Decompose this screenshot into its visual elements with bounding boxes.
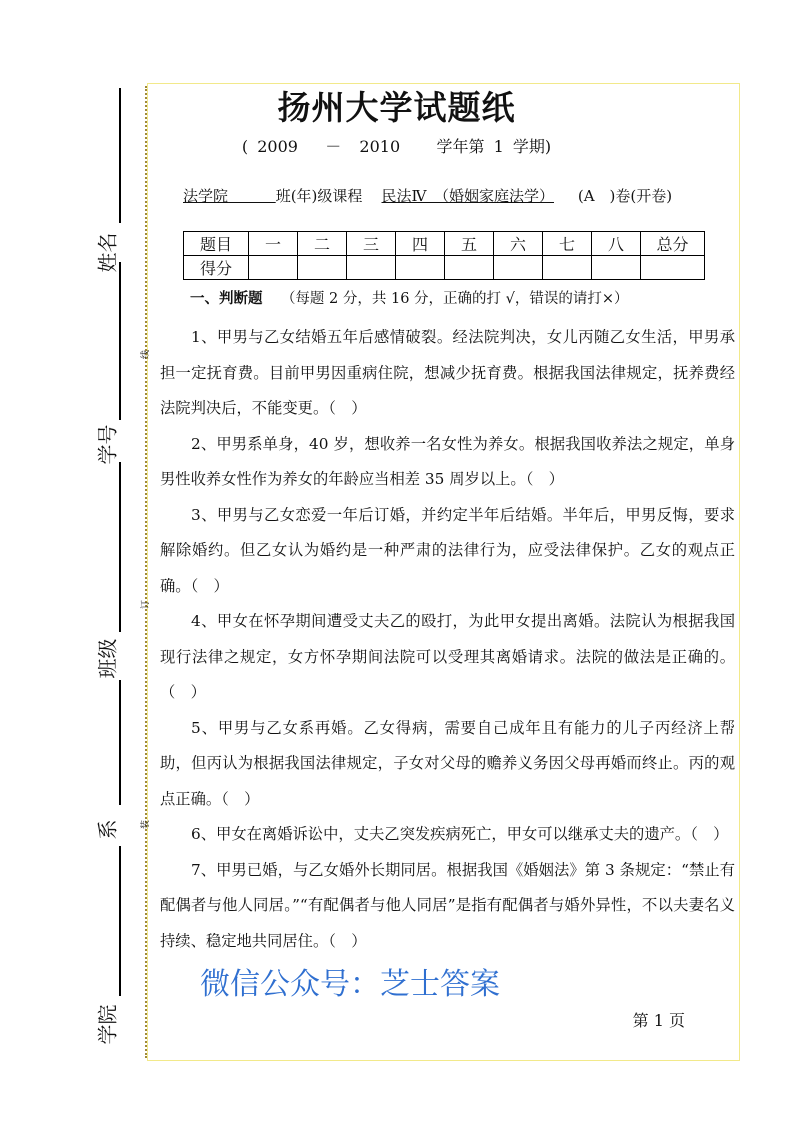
department-label: 系 xyxy=(95,819,120,840)
header-cell: 题目 xyxy=(184,232,249,256)
college-label: 学院 xyxy=(95,1004,120,1045)
header-cell: 三 xyxy=(347,232,396,256)
header-cell: 八 xyxy=(592,232,641,256)
score-label-cell: 得分 xyxy=(184,256,249,280)
term-line: ( 2009 － 2010 学年第 1 学期) xyxy=(241,137,552,156)
header-cell: 五 xyxy=(445,232,494,256)
question-7: 7、甲男已婚，与乙女婚外长期同居。根据我国《婚姻法》第 3 条规定：“禁止有配偶者与他人同居。”“有配偶者与他人同居”是指有配偶者与婚外异性，不以夫妻名义持续、稳定地共同居住。（ ） xyxy=(160,860,735,950)
page-title: 扬州大学试题纸 xyxy=(277,88,516,127)
college-field: 法学院 xyxy=(183,187,229,205)
course-field: 民法Ⅳ （婚姻家庭法学） xyxy=(381,187,554,205)
sidebar-line xyxy=(119,462,121,632)
score-cell[interactable] xyxy=(249,256,298,280)
score-cell[interactable] xyxy=(347,256,396,280)
question-4: 4、甲女在怀孕期间遭受丈夫乙的殴打，为此甲女提出离婚。法院认为根据我国现行法律之规定，女方怀孕期间法院可以受理其离婚请求。法院的做法是正确的。（ ） xyxy=(160,612,735,701)
question-5: 5、甲男与乙女系再婚。乙女得病，需要自己成年且有能力的儿子丙经济上帮助，但丙认为根据我国法律规定，子女对父母的赡养义务因父母再婚而终止。丙的观点正确。（ ） xyxy=(160,718,735,808)
sidebar-line xyxy=(119,680,121,805)
header-cell: 七 xyxy=(543,232,592,256)
sidebar-line xyxy=(119,846,121,996)
score-cell[interactable] xyxy=(445,256,494,280)
score-cell[interactable] xyxy=(592,256,641,280)
header-cell: 二 xyxy=(298,232,347,256)
page-number: 第 1 页 xyxy=(632,1011,685,1030)
table-row xyxy=(184,232,705,256)
header-cell: 一 xyxy=(249,232,298,256)
score-cell[interactable] xyxy=(543,256,592,280)
student-id-label: 学号 xyxy=(95,424,120,465)
binding-dashed-line xyxy=(145,86,147,1058)
class-label: 班级 xyxy=(95,638,120,679)
score-cell[interactable] xyxy=(641,256,705,280)
binding-mark-staple: 订 xyxy=(141,599,152,610)
watermark: 微信公众号：芝士答案 xyxy=(200,967,500,1002)
binding-mark-line: 线 xyxy=(141,349,152,360)
question-2: 2、甲男系单身，40 岁，想收养一名女性为养女。根据我国收养法之规定，单身男性收养女性作为养女的年龄应当相差 35 周岁以上。（ ） xyxy=(160,434,735,488)
sidebar-line xyxy=(119,262,121,420)
score-cell[interactable] xyxy=(298,256,347,280)
header-cell: 总分 xyxy=(641,232,705,256)
section-heading: 一、判断题 （每题 2 分，共 16 分，正确的打 √，错误的请打×） xyxy=(190,291,629,307)
table-row xyxy=(184,256,705,280)
header-cell: 四 xyxy=(396,232,445,256)
name-label: 姓名 xyxy=(95,232,120,273)
questions-list xyxy=(160,320,735,1033)
question-3: 3、甲男与乙女恋爱一年后订婚，并约定半年后结婚。半年后，甲男反悔，要求解除婚约。但乙女认为婚约是一种严肃的法律行为，应受法律保护。乙女的观点正确。（ ） xyxy=(160,505,735,595)
course-line: 法学院 班(年)级课程 民法Ⅳ （婚姻家庭法学） (A )卷(开卷) xyxy=(183,187,673,205)
binding-mark-bind: 装 xyxy=(141,819,152,830)
score-cell[interactable] xyxy=(494,256,543,280)
header-cell: 六 xyxy=(494,232,543,256)
question-6: 6、甲女在离婚诉讼中，丈夫乙突发疾病死亡，甲女可以继承丈夫的遗产。（ ） xyxy=(191,825,729,843)
question-1: 1、甲男与乙女结婚五年后感情破裂。经法院判决，女儿丙随乙女生活，甲男承担一定抚育费。目前甲男因重病住院，想减少抚育费。根据我国法律规定，抚养费经法院判决后，不能变更。（ ） xyxy=(160,328,735,417)
score-table xyxy=(183,231,705,280)
score-cell[interactable] xyxy=(396,256,445,280)
